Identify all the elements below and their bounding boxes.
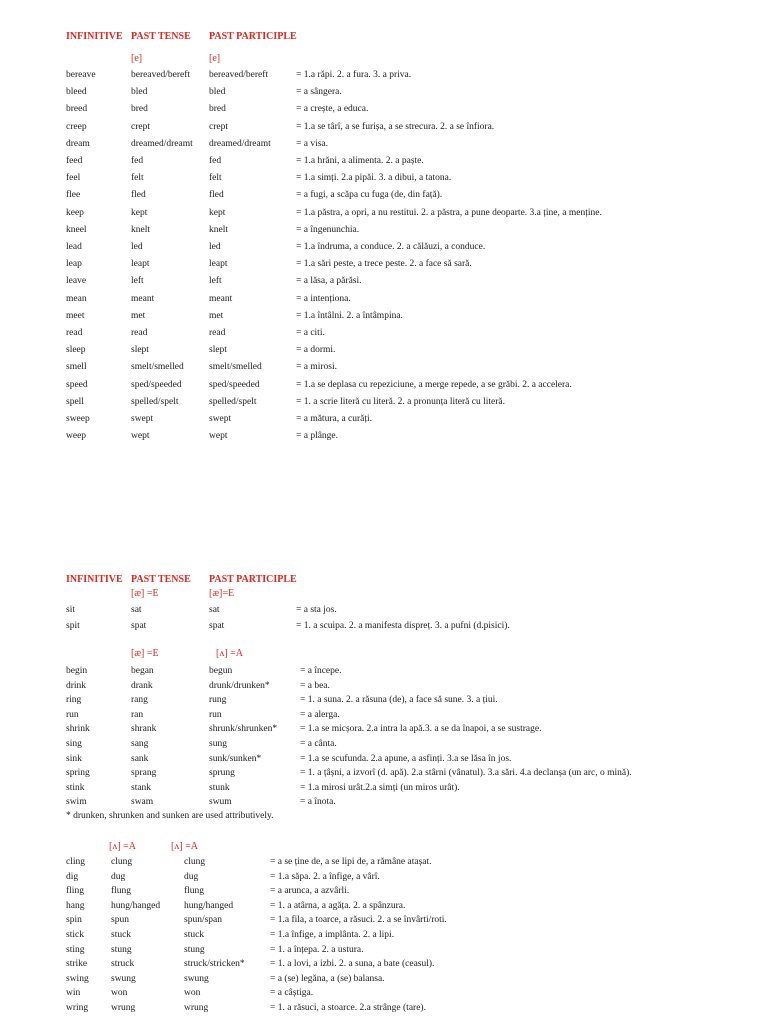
verb-infinitive: cling bbox=[66, 857, 85, 867]
verb-infinitive: swim bbox=[66, 797, 87, 808]
header-infinitive: INFINITIVE bbox=[66, 574, 123, 585]
verb-translation: = 1.a răpi. 2. a fura. 3. a priva. bbox=[296, 70, 412, 80]
verb-past-participle: smelt/smelled bbox=[209, 362, 262, 373]
verb-infinitive: stick bbox=[66, 930, 84, 940]
verb-infinitive: wring bbox=[66, 1003, 89, 1013]
verb-translation: = a dormi. bbox=[296, 345, 336, 356]
table-row bbox=[0, 987, 768, 999]
verb-past-participle: leapt bbox=[209, 259, 228, 270]
verb-infinitive: sting bbox=[66, 944, 85, 955]
verb-translation: = a îngenunchia. bbox=[296, 224, 360, 235]
verb-past-participle: dreamed/dreamt bbox=[209, 138, 271, 149]
verb-translation: = a câștiga. bbox=[270, 988, 314, 999]
verb-past-participle: met bbox=[209, 310, 224, 321]
verb-translation: = a începe. bbox=[300, 666, 342, 676]
verb-past-participle: sprung bbox=[209, 768, 235, 779]
verb-past-tense: swung bbox=[111, 973, 136, 984]
verb-past-tense: spun bbox=[111, 915, 129, 926]
verb-past-tense: slept bbox=[131, 345, 149, 356]
verb-infinitive: breed bbox=[66, 104, 88, 115]
verb-infinitive: meet bbox=[66, 310, 85, 321]
phonetic-past-participle: [e] bbox=[209, 53, 221, 64]
verb-past-tense: rang bbox=[131, 695, 148, 706]
verb-translation: = 1.a mirosi urât.2.a simți (un miros urât). bbox=[300, 782, 460, 793]
table-row bbox=[0, 275, 768, 287]
verb-infinitive: bereave bbox=[66, 70, 96, 80]
verb-past-tense: stuck bbox=[111, 930, 132, 940]
verb-translation: = 1. a lovi, a izbi. 2. a suna, a bate (ceasul). bbox=[270, 959, 435, 970]
table-row bbox=[0, 310, 768, 322]
table-row bbox=[0, 871, 768, 883]
verb-past-participle: flung bbox=[184, 886, 205, 897]
verb-infinitive: feel bbox=[66, 173, 81, 184]
table-row bbox=[0, 738, 768, 750]
verb-past-tense: crept bbox=[131, 121, 150, 132]
verb-past-tense: smelt/smelled bbox=[131, 362, 184, 373]
verb-past-tense: led bbox=[131, 242, 143, 252]
verb-translation: = 1. a atârna, a agăța. 2. a spânzura. bbox=[270, 900, 406, 911]
verb-past-participle: clung bbox=[184, 857, 206, 867]
table-row bbox=[0, 885, 768, 897]
phonetic-past-tense: [æ] =E bbox=[131, 588, 159, 599]
verb-infinitive: dream bbox=[66, 138, 90, 149]
verb-past-participle: fed bbox=[209, 156, 222, 166]
verb-past-tense: sprang bbox=[131, 768, 157, 779]
verb-translation: = 1.a se târî, a se furișa, a se strecura. 2. a se înfiora. bbox=[296, 121, 495, 132]
verb-past-participle: hung/hanged bbox=[184, 900, 234, 911]
verb-past-tense: flung bbox=[111, 886, 132, 897]
verb-translation: = 1.a săpa. 2. a înfige, a vârî. bbox=[270, 871, 380, 882]
verb-past-participle: wrung bbox=[184, 1003, 209, 1013]
verb-past-tense: meant bbox=[131, 293, 155, 304]
verb-past-participle: bred bbox=[209, 104, 226, 115]
table-row bbox=[0, 207, 768, 219]
verb-translation: = 1.a simți. 2.a pipăi. 3. a dibui, a tatona. bbox=[296, 173, 452, 184]
verb-infinitive: sink bbox=[66, 753, 82, 764]
verb-past-tense: spelled/spelt bbox=[131, 396, 179, 407]
verb-translation: = a mătura, a curăți. bbox=[296, 414, 373, 424]
verb-past-participle: swung bbox=[184, 973, 209, 984]
verb-translation: = a bea. bbox=[300, 680, 330, 691]
verb-infinitive: sweep bbox=[66, 414, 90, 424]
verb-past-participle: felt bbox=[209, 173, 222, 184]
table-row bbox=[0, 361, 768, 373]
verb-past-tense: left bbox=[131, 276, 144, 287]
verb-infinitive: sing bbox=[66, 739, 82, 749]
table-row bbox=[0, 155, 768, 167]
table-row bbox=[0, 620, 768, 632]
table-row bbox=[0, 241, 768, 253]
footnote: * drunken, shrunken and sunken are used attributively. bbox=[66, 811, 274, 821]
verb-translation: = a mirosi. bbox=[296, 362, 337, 373]
table-row bbox=[0, 694, 768, 706]
table-row bbox=[0, 69, 768, 81]
verb-past-tense: bled bbox=[131, 87, 148, 98]
verb-translation: = 1. a țâșni, a izvorî (d. apă). 2.a stârni (vânatul). 3.a sări. 4.a declanșa (un arc, o mină). bbox=[300, 768, 632, 779]
table-row bbox=[0, 379, 768, 391]
table-row bbox=[0, 327, 768, 339]
verb-translation: = 1.a sări peste, a trece peste. 2. a face să sară. bbox=[296, 259, 472, 270]
header-past-tense: PAST TENSE bbox=[131, 574, 191, 585]
verb-infinitive: fling bbox=[66, 886, 84, 897]
verb-translation: = 1. a înțepa. 2. a ustura. bbox=[270, 944, 364, 955]
verb-translation: = 1. a răsuci, a stoarce. 2.a strânge (tare). bbox=[270, 1003, 426, 1013]
verb-past-participle: fled bbox=[209, 190, 224, 201]
verb-past-participle: shrunk/shrunken* bbox=[209, 724, 278, 735]
verb-infinitive: win bbox=[66, 988, 81, 999]
verb-past-tense: spat bbox=[131, 621, 147, 631]
verb-past-tense: read bbox=[131, 328, 148, 338]
table-row bbox=[0, 293, 768, 305]
verb-infinitive: strike bbox=[66, 959, 88, 970]
table-row bbox=[0, 929, 768, 941]
table-row bbox=[0, 973, 768, 985]
verb-past-participle: stung bbox=[184, 944, 205, 955]
verb-past-participle: wept bbox=[209, 431, 228, 442]
table-row bbox=[0, 665, 768, 677]
verb-past-participle: sunk/sunken* bbox=[209, 753, 262, 764]
table-row bbox=[0, 753, 768, 765]
table-row bbox=[0, 396, 768, 408]
verb-translation: = a cânta. bbox=[300, 739, 337, 749]
table-row bbox=[0, 856, 768, 868]
table-row bbox=[0, 103, 768, 115]
phonetic-past-participle: [ʌ] =A bbox=[171, 841, 199, 852]
verb-past-tense: wept bbox=[131, 431, 150, 442]
verb-past-participle: struck/stricken* bbox=[184, 959, 245, 970]
verb-past-participle: dug bbox=[184, 871, 199, 882]
verb-infinitive: hang bbox=[66, 900, 85, 911]
verb-past-tense: ran bbox=[131, 709, 144, 720]
verb-infinitive: begin bbox=[66, 666, 88, 676]
phonetic-past-participle: [æ]=E bbox=[209, 588, 235, 599]
verb-infinitive: creep bbox=[66, 121, 87, 132]
verb-infinitive: bleed bbox=[66, 87, 87, 98]
verb-past-participle: bled bbox=[209, 87, 226, 98]
header-past-tense: PAST TENSE bbox=[131, 31, 191, 42]
verb-infinitive: flee bbox=[66, 190, 81, 201]
verb-translation: = a se ține de, a se lipi de, a rămâne atașat. bbox=[270, 857, 432, 867]
verb-infinitive: feed bbox=[66, 156, 83, 166]
table-row bbox=[0, 900, 768, 912]
verb-translation: = a (se) legăna, a (se) balansa. bbox=[270, 973, 385, 984]
verb-past-tense: sank bbox=[131, 753, 149, 764]
verb-past-tense: bred bbox=[131, 104, 148, 115]
table-row bbox=[0, 782, 768, 794]
verb-translation: = 1.a îndruma, a conduce. 2. a călăuzi, a conduce. bbox=[296, 242, 486, 252]
verb-past-participle: sat bbox=[209, 605, 220, 615]
verb-past-tense: swept bbox=[131, 414, 154, 424]
verb-past-tense: hung/hanged bbox=[111, 900, 161, 911]
header-past-participle: PAST PARTICIPLE bbox=[209, 574, 297, 585]
table-row bbox=[0, 86, 768, 98]
table-row bbox=[0, 709, 768, 721]
verb-translation: = 1.a se micșora. 2.a intra la apă.3. a se da înapoi, a se sustrage. bbox=[300, 724, 542, 735]
verb-infinitive: drink bbox=[66, 680, 87, 691]
verb-infinitive: dig bbox=[66, 871, 79, 882]
table-row bbox=[0, 767, 768, 779]
verb-infinitive: spit bbox=[66, 621, 80, 631]
verb-infinitive: speed bbox=[66, 379, 88, 390]
table-row bbox=[0, 604, 768, 616]
verb-translation: = a arunca, a azvârli. bbox=[270, 886, 350, 897]
verb-translation: = a plânge. bbox=[296, 431, 339, 442]
verb-infinitive: leap bbox=[66, 259, 82, 270]
verb-translation: = a fugi, a scăpa cu fuga (de, din față). bbox=[296, 190, 443, 201]
table-row bbox=[0, 224, 768, 236]
verb-past-tense: won bbox=[111, 988, 128, 999]
verb-past-tense: leapt bbox=[131, 259, 150, 270]
verb-translation: = 1. a suna. 2. a răsuna (de), a face să sune. 3. a țiui. bbox=[300, 695, 498, 706]
verb-past-tense: knelt bbox=[131, 224, 150, 235]
table-row bbox=[0, 344, 768, 356]
verb-past-participle: meant bbox=[209, 293, 233, 304]
table-row bbox=[0, 121, 768, 133]
verb-translation: = 1.a fila, a toarce, a răsuci. 2. a se învârti/roti. bbox=[270, 915, 447, 926]
verb-past-tense: wrung bbox=[111, 1003, 136, 1013]
verb-translation: = a sângera. bbox=[296, 87, 342, 98]
verb-past-participle: spat bbox=[209, 621, 225, 631]
verb-infinitive: mean bbox=[66, 293, 87, 304]
verb-past-participle: stuck bbox=[184, 930, 205, 940]
verb-past-participle: stunk bbox=[209, 782, 230, 793]
verb-past-participle: won bbox=[184, 988, 201, 999]
table-row bbox=[0, 138, 768, 150]
verb-past-tense: clung bbox=[111, 857, 133, 867]
verb-past-participle: spun/span bbox=[184, 915, 222, 926]
verb-past-tense: sang bbox=[131, 739, 149, 749]
verb-past-participle: kept bbox=[209, 207, 226, 218]
table-row bbox=[0, 430, 768, 442]
verb-infinitive: keep bbox=[66, 207, 84, 218]
verb-translation: = 1.a se deplasa cu repeziciune, a merge repede, a se grăbi. 2. a accelera. bbox=[296, 379, 572, 390]
table-row bbox=[0, 958, 768, 970]
verb-translation: = a înota. bbox=[300, 797, 336, 808]
verb-past-participle: sung bbox=[209, 739, 227, 749]
verb-infinitive: ring bbox=[66, 695, 82, 706]
verb-past-tense: sped/speeded bbox=[131, 379, 182, 390]
verb-past-participle: bereaved/bereft bbox=[209, 70, 269, 80]
header-infinitive: INFINITIVE bbox=[66, 31, 123, 42]
phonetic-past-tense: [e] bbox=[131, 53, 143, 64]
verb-translation: = a citi. bbox=[296, 328, 325, 338]
table-row bbox=[0, 172, 768, 184]
verb-translation: = a intenționa. bbox=[296, 293, 351, 304]
verb-past-participle: crept bbox=[209, 121, 228, 132]
verb-past-participle: swept bbox=[209, 414, 232, 424]
verb-translation: = a lăsa, a părăsi. bbox=[296, 276, 362, 287]
verb-translation: = a visa. bbox=[296, 138, 329, 149]
verb-past-participle: swum bbox=[209, 797, 232, 808]
verb-translation: = 1.a se scufunda. 2.a apune, a asfinți. 3.a se lăsa în jos. bbox=[300, 753, 512, 764]
table-row bbox=[0, 723, 768, 735]
verb-past-participle: left bbox=[209, 276, 222, 287]
verb-past-tense: swam bbox=[131, 797, 154, 808]
verb-past-participle: spelled/spelt bbox=[209, 396, 257, 407]
verb-infinitive: weep bbox=[66, 431, 87, 442]
verb-infinitive: swing bbox=[66, 973, 89, 984]
header-past-participle: PAST PARTICIPLE bbox=[209, 31, 297, 42]
verb-infinitive: read bbox=[66, 328, 83, 338]
verb-past-participle: slept bbox=[209, 345, 227, 356]
table-row bbox=[0, 258, 768, 270]
verb-past-tense: kept bbox=[131, 207, 148, 218]
table-row bbox=[0, 680, 768, 692]
verb-infinitive: shrink bbox=[66, 724, 90, 735]
verb-past-participle: knelt bbox=[209, 224, 228, 235]
verb-infinitive: lead bbox=[66, 242, 82, 252]
verb-past-tense: sat bbox=[131, 605, 142, 615]
verb-past-tense: fed bbox=[131, 156, 144, 166]
verb-past-participle: sped/speeded bbox=[209, 379, 260, 390]
verb-past-tense: bereaved/bereft bbox=[131, 70, 191, 80]
verb-translation: = a sta jos. bbox=[296, 605, 337, 615]
verb-past-tense: dug bbox=[111, 871, 126, 882]
table-row bbox=[0, 1002, 768, 1014]
verb-translation: = a crește, a educa. bbox=[296, 104, 369, 115]
verb-infinitive: run bbox=[66, 709, 79, 720]
verb-past-tense: fled bbox=[131, 190, 146, 201]
verb-infinitive: sleep bbox=[66, 345, 86, 356]
table-row bbox=[0, 189, 768, 201]
verb-past-tense: stung bbox=[111, 944, 132, 955]
verb-translation: = 1.a întâlni. 2. a întâmpina. bbox=[296, 310, 403, 321]
verb-past-participle: begun bbox=[209, 666, 233, 676]
verb-infinitive: leave bbox=[66, 276, 87, 287]
verb-past-participle: drunk/drunken* bbox=[209, 680, 270, 691]
verb-past-tense: shrank bbox=[131, 724, 157, 735]
verb-translation: = 1. a scrie literă cu literă. 2. a pronunța literă cu literă. bbox=[296, 396, 505, 407]
verb-translation: = 1. a scuipa. 2. a manifesta dispreț. 3. a pufni (d.pisici). bbox=[296, 621, 510, 631]
verb-infinitive: spring bbox=[66, 768, 90, 779]
verb-translation: = a alerga. bbox=[300, 709, 340, 720]
verb-infinitive: kneel bbox=[66, 224, 87, 235]
verb-past-tense: dreamed/dreamt bbox=[131, 138, 193, 149]
verb-past-participle: led bbox=[209, 242, 221, 252]
verb-translation: = 1.a păstra, a opri, a nu restitui. 2. a păstra, a pune deoparte. 3.a ține, a menține. bbox=[296, 207, 602, 218]
verb-infinitive: sit bbox=[66, 605, 75, 615]
verb-translation: = 1.a înfige, a implânta. 2. a lipi. bbox=[270, 930, 395, 940]
phonetic-past-participle: [ʌ] =A bbox=[216, 648, 244, 659]
verb-infinitive: smell bbox=[66, 362, 87, 373]
verb-infinitive: spell bbox=[66, 396, 84, 407]
verb-past-tense: felt bbox=[131, 173, 144, 184]
verb-past-tense: struck bbox=[111, 959, 135, 970]
verb-past-tense: began bbox=[131, 666, 154, 676]
phonetic-past-tense: [æ] =E bbox=[131, 648, 159, 659]
verb-translation: = 1.a hrăni, a alimenta. 2. a paște. bbox=[296, 156, 424, 166]
table-row bbox=[0, 796, 768, 808]
verb-past-participle: read bbox=[209, 328, 226, 338]
phonetic-past-tense: [ʌ] =A bbox=[109, 841, 137, 852]
verb-past-participle: rung bbox=[209, 695, 227, 706]
table-row bbox=[0, 914, 768, 926]
verb-past-tense: stank bbox=[131, 782, 152, 793]
table-row bbox=[0, 413, 768, 425]
verb-infinitive: stink bbox=[66, 782, 85, 793]
verb-past-tense: met bbox=[131, 310, 146, 321]
table-row bbox=[0, 944, 768, 956]
verb-infinitive: spin bbox=[66, 915, 82, 926]
verb-past-tense: drank bbox=[131, 680, 153, 691]
verb-past-participle: run bbox=[209, 709, 222, 720]
